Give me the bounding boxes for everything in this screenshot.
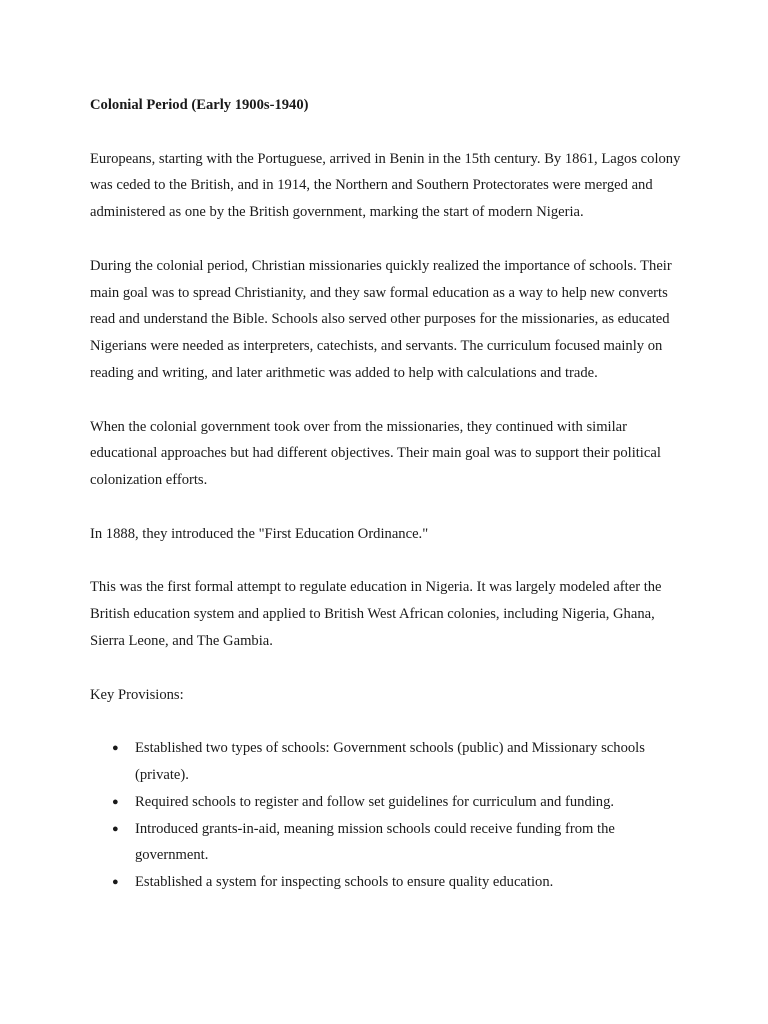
bullet-icon: ● bbox=[112, 822, 119, 835]
list-item-text: Required schools to register and follow set guidelines for curriculum and funding. bbox=[135, 793, 615, 810]
document-page bbox=[90, 92, 690, 896]
bullet-icon: ● bbox=[112, 876, 119, 889]
list-item bbox=[112, 869, 690, 896]
list-item bbox=[112, 816, 690, 870]
paragraph-europeans: Europeans, starting with the Portuguese, arrived in Benin in the 15th century. By 1861, Lagos colony was ceded to the British, and in 1914, the Northern and Southern Protectorates were merged and administered as one by the British government, marking the start of modern Nigeria. bbox=[90, 150, 681, 221]
bullet-icon: ● bbox=[112, 795, 119, 808]
list-item-text: Established two types of schools: Government schools (public) and Missionary schools (private). bbox=[135, 740, 645, 783]
paragraph-colonial-government: When the colonial government took over from the missionaries, they continued with similar educational approaches but had different objectives. Their main goal was to support their political colonization efforts. bbox=[90, 418, 661, 489]
list-item-text: Introduced grants-in-aid, meaning mission schools could receive funding from the government. bbox=[135, 820, 615, 864]
paragraph-ordinance-intro: In 1888, they introduced the "First Education Ordinance." bbox=[90, 525, 429, 542]
paragraph-missionaries: During the colonial period, Christian missionaries quickly realized the importance of schools. Their main goal was to spread Christianity, and they saw formal education as a way to help new converts read and understand the Bible. Schools also served other purposes for the missionaries, as educated Nigerians were needed as interpreters, catechists, and servants. The curriculum focused mainly on reading and writing, and later arithmetic was added to help with calculations and trade. bbox=[90, 257, 672, 381]
list-item bbox=[112, 789, 690, 816]
list-heading: Key Provisions: bbox=[90, 686, 184, 703]
provisions-list bbox=[90, 735, 690, 896]
bullet-icon: ● bbox=[112, 742, 119, 755]
list-item bbox=[112, 735, 690, 789]
section-title: Colonial Period (Early 1900s-1940) bbox=[90, 97, 309, 113]
paragraph-ordinance-description: This was the first formal attempt to regulate education in Nigeria. It was largely modeled after the British education system and applied to British West African colonies, including Nigeria, Ghana, Sierra Leone, and The Gambia. bbox=[90, 579, 662, 649]
list-item-text: Established a system for inspecting schools to ensure quality education. bbox=[135, 874, 554, 891]
